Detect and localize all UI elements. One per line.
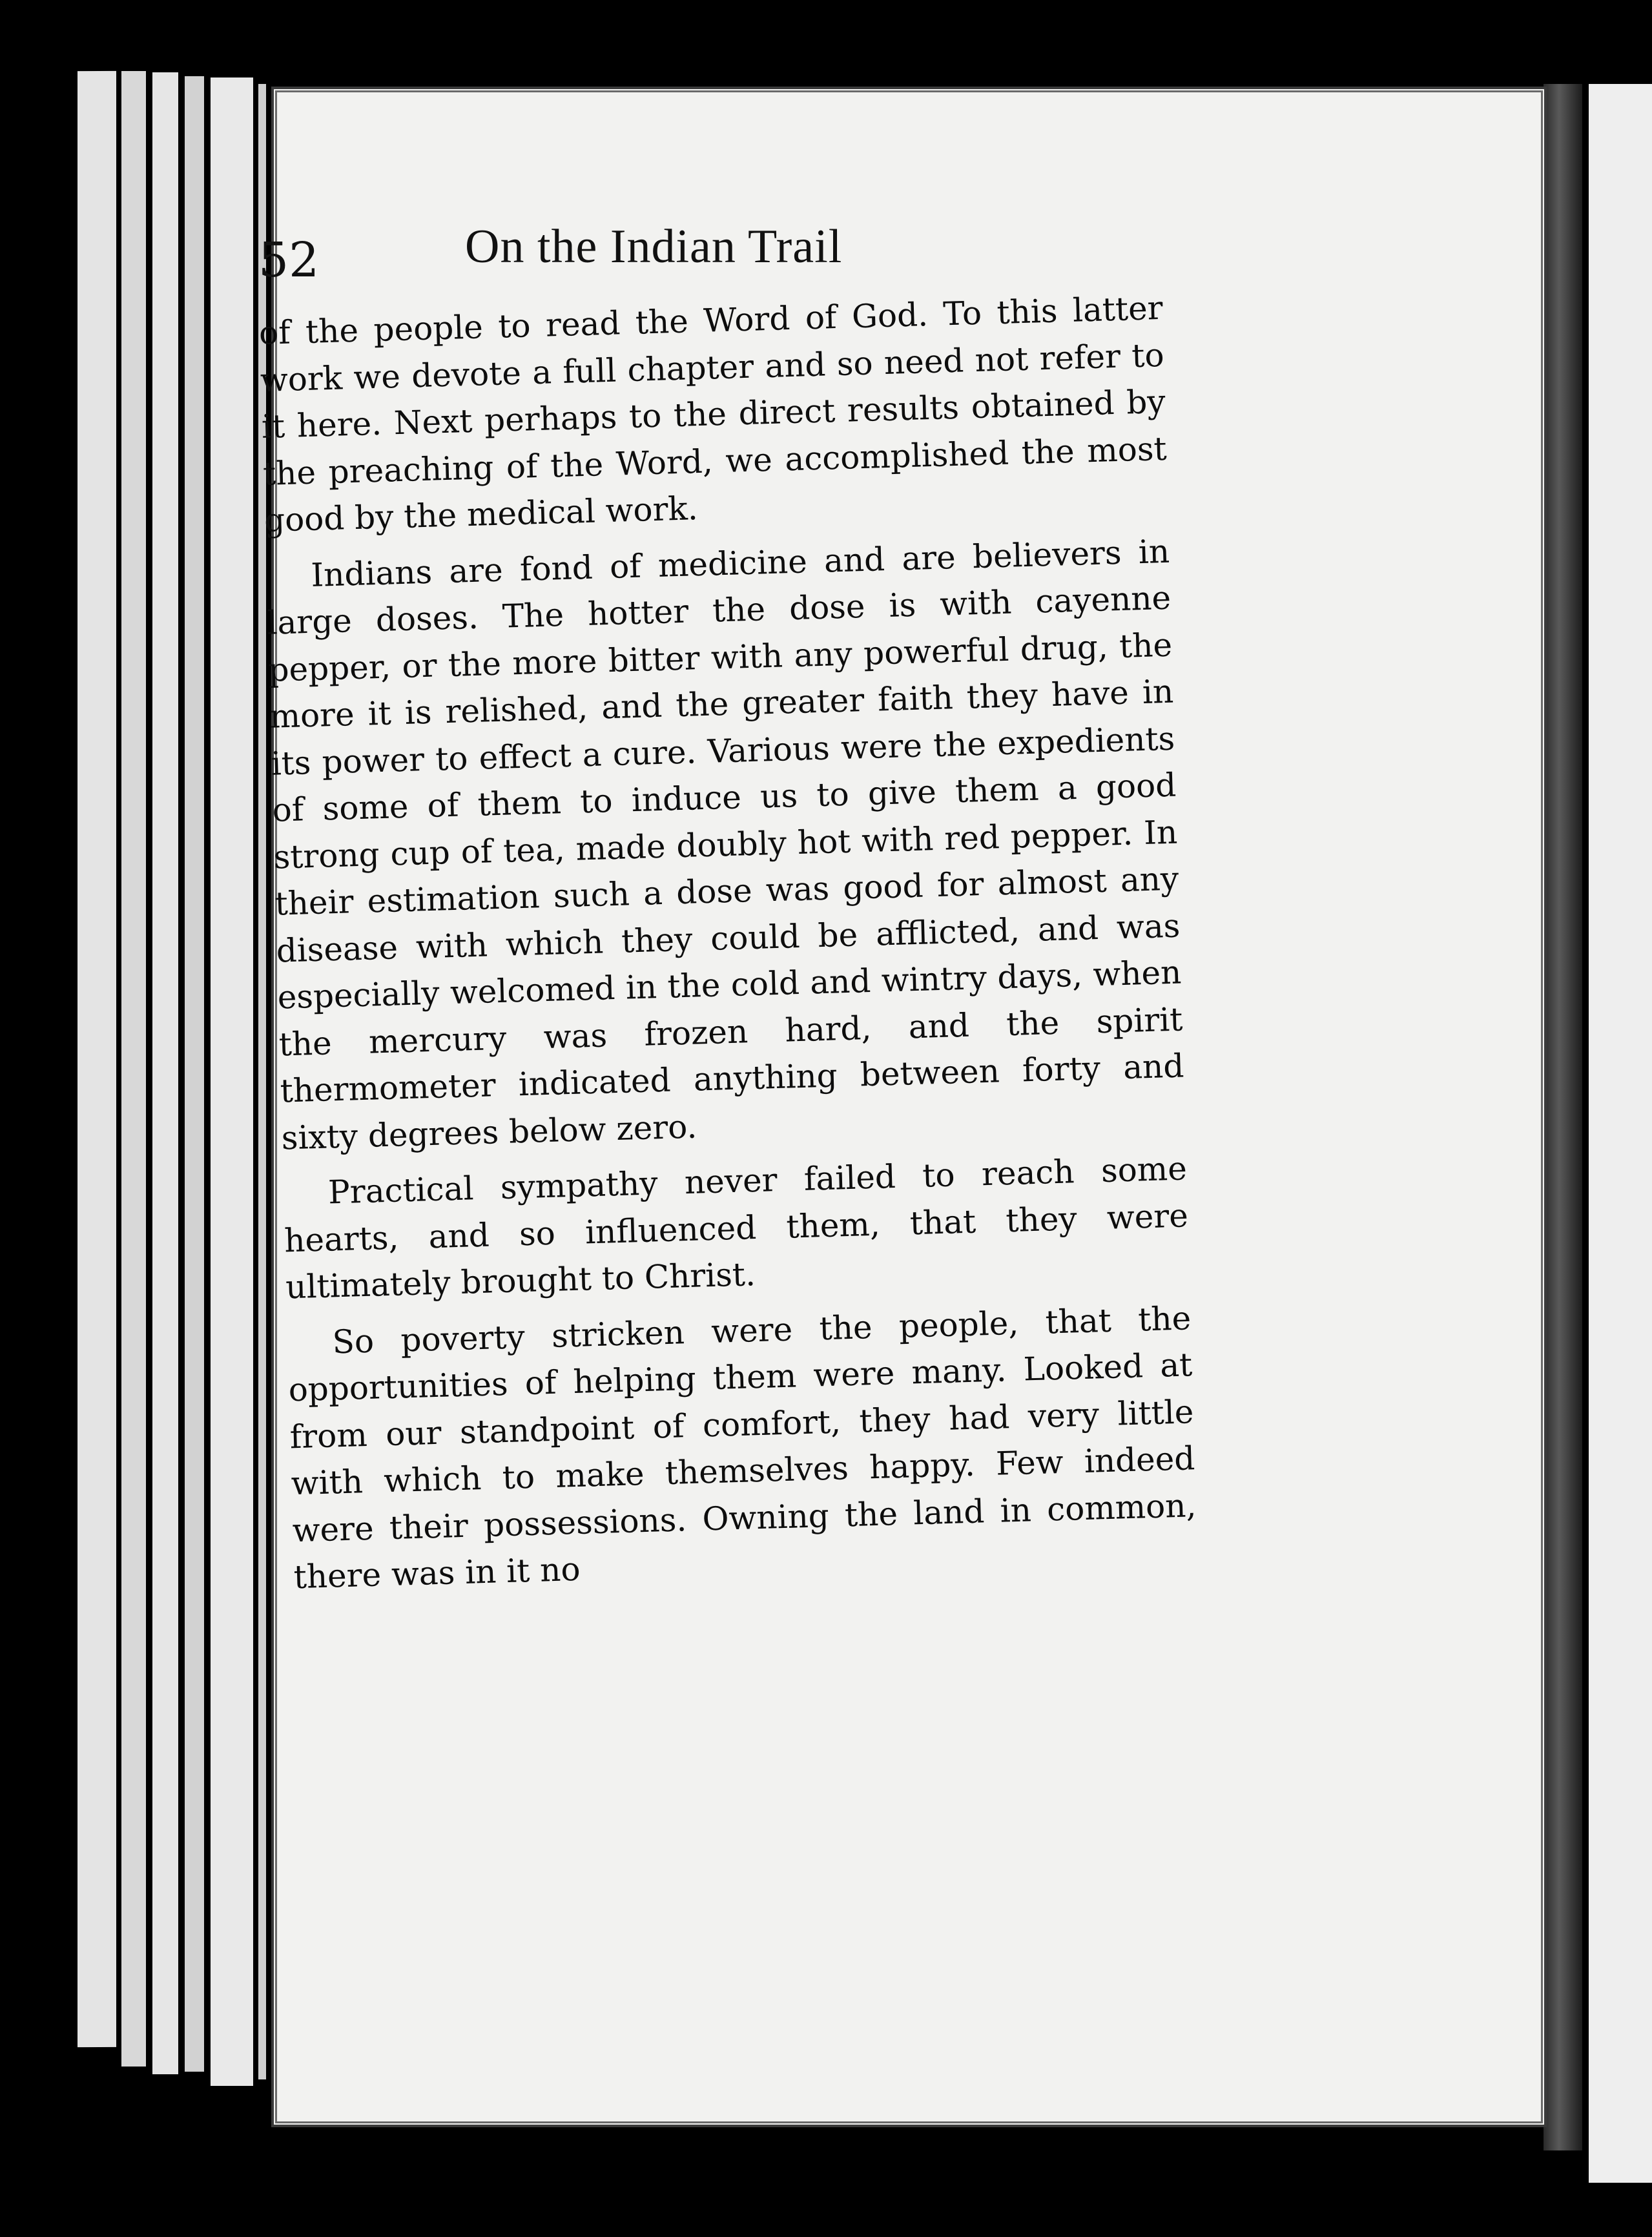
page-edge <box>185 76 204 2072</box>
book-gutter-shadow <box>1544 84 1582 2150</box>
paragraph: Practical sympathy never failed to reach some hearts, and so influenced them, that they were ultimately brought to Christ. <box>284 1149 1189 1306</box>
page-number: 52 <box>258 232 320 288</box>
page-edge <box>121 71 146 2067</box>
page-edge <box>211 77 253 2086</box>
body-text <box>258 285 1199 1610</box>
running-head: On the Indian Trail <box>465 220 843 273</box>
paragraph: Indians are fond of medicine and are believers in large doses. The hotter the dose is with cayenne pepper, or the more bitter with any powerful drug, the more it is relished, and the greater faith they have in its power to effect a cure. Various were the expedients of some of them to induce us to give them a good strong cup of tea, made doubly hot with red pepper. In their estimation such a dose was good for almost any disease with which they could be afflicted, and was especially welcomed in the cold and wintry days, when the mercury was frozen hard, and the spirit thermometer indicated anything between forty and sixty degrees below zero. <box>266 532 1185 1157</box>
page-edge <box>77 71 116 2047</box>
page-header <box>258 213 1175 291</box>
paragraph: of the people to read the Word of God. To this latter work we devote a full chapter and so need not refer to it here. Next perhaps to the direct results obtained by the preaching of the Word, we accomplished the most good by the medical work. <box>258 289 1168 539</box>
paragraph: So poverty stricken were the people, that the opportunities of helping them were many. Looked at from our standpoint of comfort, they had very little with which to make themselves happy. Few indeed were their possessions. Owning the land in common, there was in it no <box>287 1299 1197 1596</box>
facing-page-edge <box>1589 84 1652 2183</box>
page-edge <box>152 72 178 2074</box>
